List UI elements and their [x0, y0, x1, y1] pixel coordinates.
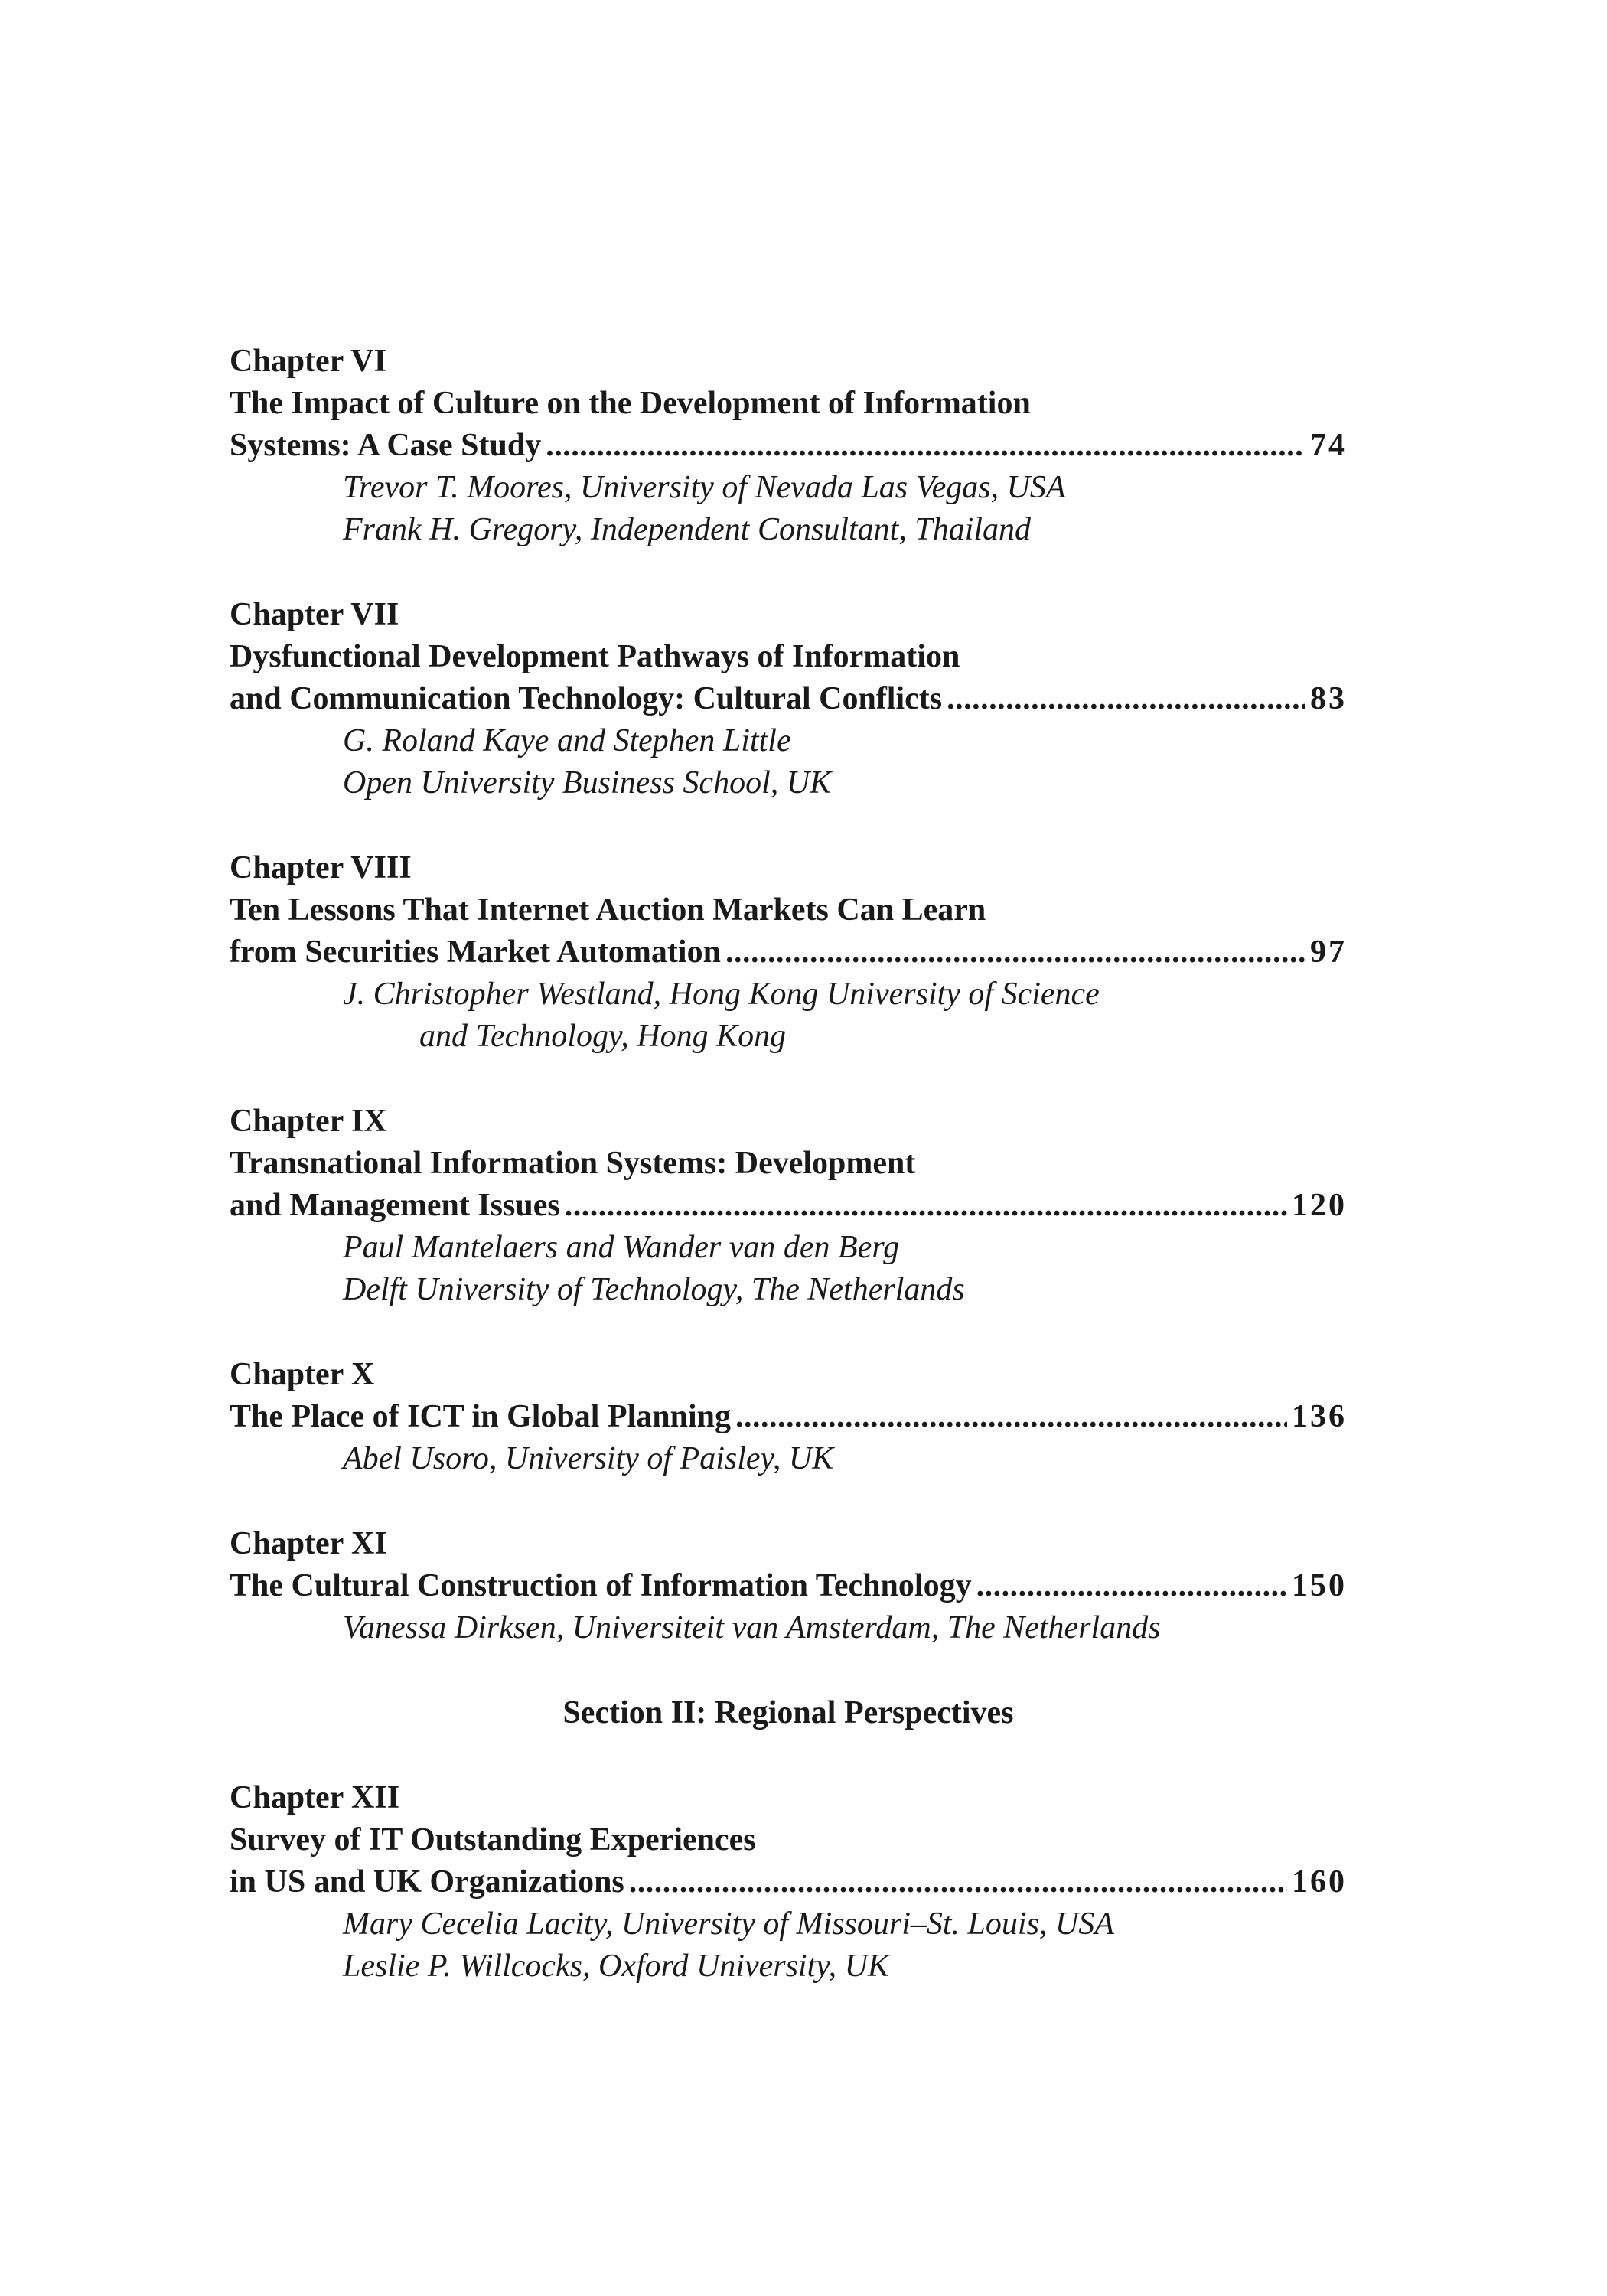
chapter-title-leader-line[interactable]	[230, 931, 1347, 974]
chapter-label: Chapter XI	[230, 1526, 387, 1561]
dot-leader	[947, 678, 1305, 720]
chapter-title-line: Ten Lessons That Internet Auction Markets Can Learn	[230, 892, 986, 928]
page-number: 74	[1310, 428, 1347, 463]
chapter-title-leader-line[interactable]	[230, 425, 1347, 467]
chapter-title-line: The Place of ICT in Global Planning	[230, 1399, 731, 1434]
toc-entry-chapter-11	[230, 1523, 1347, 1649]
author-line: Vanessa Dirksen, Universiteit van Amsterdam, The Netherlands	[343, 1610, 1161, 1645]
dot-leader	[546, 425, 1305, 467]
page-number: 120	[1292, 1188, 1347, 1223]
chapter-title-leader-line[interactable]	[230, 1185, 1347, 1227]
page-number: 97	[1310, 934, 1347, 970]
chapter-title-line: and Management Issues	[230, 1188, 560, 1223]
page-number: 160	[1292, 1864, 1347, 1900]
chapter-title-line: The Impact of Culture on the Development of Information	[230, 386, 1031, 421]
chapter-title-leader-line[interactable]	[230, 1565, 1347, 1607]
toc-entry-chapter-12	[230, 1777, 1347, 1988]
author-line: Leslie P. Willcocks, Oxford University, UK	[343, 1949, 889, 1984]
toc-entry-chapter-8	[230, 847, 1347, 1058]
toc-entry-chapter-9	[230, 1101, 1347, 1311]
toc-entry-chapter-10	[230, 1354, 1347, 1480]
table-of-contents	[230, 341, 1347, 2030]
author-line: Trevor T. Moores, University of Nevada Las Vegas, USA	[343, 470, 1066, 505]
dot-leader	[735, 1396, 1287, 1438]
author-line: Paul Mantelaers and Wander van den Berg	[343, 1230, 900, 1265]
chapter-title-line: The Cultural Construction of Information Technology	[230, 1568, 972, 1603]
chapter-title-line: Dysfunctional Development Pathways of Information	[230, 639, 960, 674]
chapter-title-line: in US and UK Organizations	[230, 1864, 624, 1900]
author-line: Abel Usoro, University of Paisley, UK	[343, 1441, 834, 1476]
section-heading: Section II: Regional Perspectives	[562, 1695, 1014, 1730]
chapter-title-leader-line[interactable]	[230, 1396, 1347, 1438]
author-line: and Technology, Hong Kong	[419, 1019, 787, 1054]
chapter-title-line: from Securities Market Automation	[230, 934, 721, 970]
chapter-title-leader-line[interactable]	[230, 678, 1347, 720]
toc-entry-chapter-6	[230, 341, 1347, 551]
chapter-title-line: Survey of IT Outstanding Experiences	[230, 1822, 756, 1857]
chapter-label: Chapter XII	[230, 1780, 400, 1815]
chapter-title-line: and Communication Technology: Cultural Conflicts	[230, 681, 943, 716]
author-line: Delft University of Technology, The Netherlands	[343, 1272, 965, 1307]
chapter-title-line: Systems: A Case Study	[230, 428, 542, 463]
toc-entry-chapter-7	[230, 594, 1347, 804]
chapter-label: Chapter IX	[230, 1104, 387, 1139]
page-number: 136	[1292, 1399, 1347, 1434]
chapter-label: Chapter X	[230, 1357, 375, 1392]
chapter-title-leader-line[interactable]	[230, 1861, 1347, 1903]
dot-leader	[976, 1565, 1287, 1607]
page-number: 150	[1292, 1568, 1347, 1603]
chapter-label: Chapter VII	[230, 597, 399, 632]
author-line: Frank H. Gregory, Independent Consultant, Thailand	[343, 512, 1032, 547]
chapter-label: Chapter VI	[230, 344, 386, 379]
author-line: Open University Business School, UK	[343, 765, 832, 801]
chapter-label: Chapter VIII	[230, 850, 412, 885]
page-number: 83	[1310, 681, 1347, 716]
author-line: Mary Cecelia Lacity, University of Missouri–St. Louis, USA	[343, 1906, 1114, 1942]
dot-leader	[725, 931, 1305, 974]
dot-leader	[565, 1185, 1287, 1227]
author-line: J. Christopher Westland, Hong Kong University of Science	[343, 977, 1100, 1012]
chapter-title-line: Transnational Information Systems: Development	[230, 1146, 916, 1181]
dot-leader	[629, 1861, 1287, 1903]
author-line: G. Roland Kaye and Stephen Little	[343, 723, 791, 758]
